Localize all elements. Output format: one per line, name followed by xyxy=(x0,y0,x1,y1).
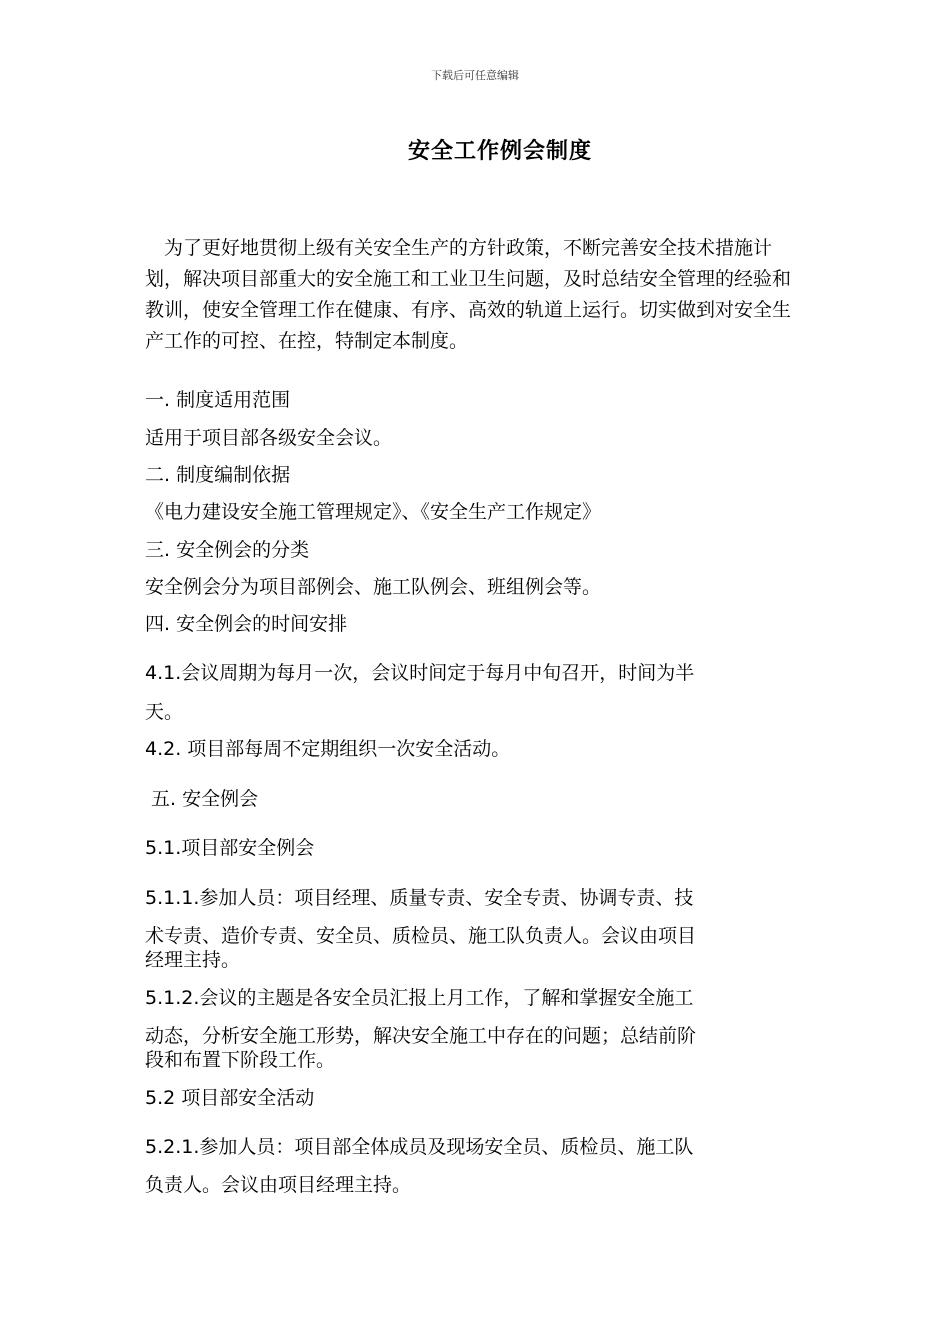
item-5-2-1-line1: 5.2.1.参加人员：项目部全体成员及现场安全员、质检员、施工队 xyxy=(145,1136,694,1158)
section-4-heading: 四. 安全例会的时间安排 xyxy=(145,613,348,635)
section-5-heading: 五. 安全例会 xyxy=(151,788,259,810)
item-5-1-1-line1: 5.1.1.参加人员：项目经理、质量专责、安全专责、协调专责、技 xyxy=(145,887,694,909)
item-5-1: 5.1.项目部安全例会 xyxy=(145,837,315,859)
item-4-1-line2: 天。 xyxy=(145,701,184,723)
item-4-1-line1: 4.1.会议周期为每月一次，会议时间定于每月中旬召开，时间为半 xyxy=(145,662,695,684)
section-1-heading: 一. 制度适用范围 xyxy=(145,389,291,411)
item-5-1-1-line3: 经理主持。 xyxy=(145,949,241,971)
item-5-1-2-line1: 5.1.2.会议的主题是各安全员汇报上月工作，了解和掌握安全施工 xyxy=(145,987,694,1009)
item-5-2: 5.2 项目部安全活动 xyxy=(145,1087,315,1109)
section-1-body: 适用于项目部各级安全会议。 xyxy=(145,427,393,449)
intro-paragraph: 为了更好地贯彻上级有关安全生产的方针政策，不断完善安全技术措施计划，解决项目部重大的安全施工和工业卫生问题，及时总结安全管理的经验和教训，使安全管理工作在健康、有序、高效的轨道上运行。切实做到对安全生产工作的可控、在控，特制定本制度。 xyxy=(145,237,792,352)
section-2-heading: 二. 制度编制依据 xyxy=(145,464,291,486)
item-5-1-2-line3: 段和布置下阶段工作。 xyxy=(145,1049,336,1071)
header-note: 下载后可任意编辑 xyxy=(431,69,519,82)
document-title: 安全工作例会制度 xyxy=(407,139,592,164)
section-3-heading: 三. 安全例会的分类 xyxy=(145,539,310,561)
section-3-body: 安全例会分为项目部例会、施工队例会、班组例会等。 xyxy=(145,576,602,598)
item-5-1-1-line2: 术专责、造价专责、安全员、质检员、施工队负责人。会议由项目 xyxy=(145,925,697,947)
item-4-2: 4.2. 项目部每周不定期组织一次安全活动。 xyxy=(145,738,511,760)
item-5-1-2-line2: 动态，分析安全施工形势，解决安全施工中存在的问题；总结前阶 xyxy=(145,1025,697,1047)
item-5-2-1-line2: 负责人。会议由项目经理主持。 xyxy=(145,1174,412,1196)
section-2-body: 《电力建设安全施工管理规定》、《安全生产工作规定》 xyxy=(145,501,602,523)
